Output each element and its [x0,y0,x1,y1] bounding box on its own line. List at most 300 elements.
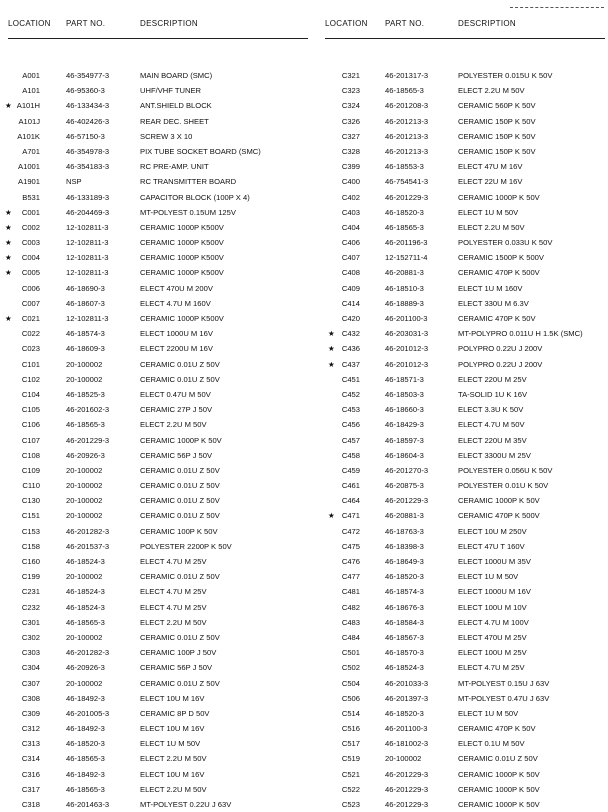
description-cell: RC PRE-AMP. UNIT [140,162,209,172]
part-no-cell: 46-18503-3 [385,389,424,399]
description-cell: ELECT 4.7U M 25V [140,557,207,566]
location-cell: A101K [17,131,40,141]
part-no-cell: 46-18565-3 [66,617,105,627]
part-no-cell: 12-102811-3 [66,222,109,232]
location-cell: C414 [341,298,360,308]
location-cell: C484 [341,632,360,642]
table-row [0,493,312,508]
location-cell: C452 [341,389,360,399]
location-cell: C301 [21,617,40,627]
description-cell: ELECT 4.7U M 25V [458,663,525,673]
parts-table-right [320,68,608,812]
description-cell: CERAMIC 0.01U Z 50V [140,632,220,642]
table-row [0,402,312,417]
table-row [0,311,312,326]
table-row [320,767,608,782]
part-no-cell: 46-201213-3 [385,146,429,156]
table-row [320,433,608,448]
description-cell: ELECT 1U M 50V [458,207,519,217]
part-no-cell: 46-18565-3 [66,754,105,764]
table-row [0,129,312,144]
part-no-cell: 46-18565-3 [385,222,424,232]
part-no-cell: 46-18565-3 [66,420,105,430]
part-no-cell: 46-201229-3 [66,435,110,445]
description-cell: ELECT 1U M 50V [140,739,201,749]
description-cell: CERAMIC 56P J 50V [140,663,213,673]
description-cell: CERAMIC 0.01U Z 50V [140,496,220,506]
part-no-cell: 20-100002 [66,632,103,642]
part-no-cell: 20-100002 [66,359,103,369]
table-row [320,782,608,797]
part-no-cell: 46-18520-3 [385,207,424,217]
description-cell: MT-POLYEST 0.22U J 63V [140,800,232,809]
table-row [320,402,608,417]
safety-star-icon: ★ [5,207,12,217]
location-cell: C321 [341,71,360,80]
table-row [320,205,608,220]
table-row [0,190,312,205]
description-cell: MT-POLYEST 0.15U J 63V [458,678,550,688]
location-cell: C314 [21,754,40,764]
location-cell: C317 [21,784,40,794]
description-cell: ELECT 22U M 16V [458,177,523,187]
table-row [320,630,608,645]
table-row [0,767,312,782]
part-no-cell: 46-201229-3 [385,784,429,794]
table-row [320,645,608,660]
location-cell: A701 [22,146,40,156]
location-cell: C457 [341,435,360,445]
location-cell: C323 [341,86,360,96]
part-no-cell: 20-100002 [66,572,103,582]
table-row [0,660,312,675]
location-cell: A001 [22,71,40,80]
part-no-cell: 46-354977-3 [66,71,110,80]
table-row [0,751,312,766]
part-no-cell: 46-18690-3 [66,283,105,293]
part-no-cell: 46-18584-3 [385,617,424,627]
table-row [0,524,312,539]
location-cell: C436 [341,344,360,354]
description-cell: REAR DEC. SHEET [140,116,209,126]
location-cell: C102 [21,374,40,384]
description-cell: ELECT 470U M 200V [140,283,213,293]
description-cell: POLYESTER 0.015U K 50V [458,71,553,80]
table-row [0,281,312,296]
location-cell: C160 [21,557,40,566]
part-no-cell: 46-18565-3 [385,86,424,96]
location-cell: C471 [341,511,360,521]
part-no-cell: 46-201100-3 [385,314,428,323]
part-no-cell: 46-201100-3 [385,724,428,734]
table-row [0,235,312,250]
description-cell: CERAMIC 470P K 500V [458,511,540,521]
table-row [320,676,608,691]
description-cell: POLYPRO 0.22U J 200V [458,344,543,354]
part-no-cell: 46-354978-3 [66,146,110,156]
table-row [0,691,312,706]
location-cell: C461 [341,481,360,491]
description-cell: SCREW 3 X 10 [140,131,193,141]
table-row [0,584,312,599]
table-row [0,554,312,569]
part-no-cell: 46-18510-3 [385,283,424,293]
table-row [320,463,608,478]
location-cell: C007 [21,298,40,308]
description-cell: POLYESTER 0.033U K 50V [458,238,553,248]
description-cell: POLYESTER 2200P K 50V [140,541,232,551]
description-cell: MT-POLYPRO 0.011U H 1.5K (SMC) [458,329,583,339]
location-cell: C302 [21,632,40,642]
top-right-dash-rule [510,7,604,8]
part-no-header: PART NO. [385,19,425,28]
description-cell: CERAMIC 1000P K500V [140,314,224,323]
table-row [0,630,312,645]
location-cell: C523 [341,800,360,809]
part-no-cell: 46-18524-3 [385,663,424,673]
description-cell: CERAMIC 1000P K 50V [458,496,540,506]
location-cell: C003 [21,238,40,248]
location-cell: C309 [21,708,40,718]
table-row [0,114,312,129]
location-cell: C402 [341,192,360,202]
table-row [0,144,312,159]
description-cell: ELECT 100U M 10V [458,602,527,612]
description-cell: ELECT 470U M 25V [458,632,527,642]
table-row [320,508,608,523]
description-cell: CERAMIC 150P K 50V [458,146,536,156]
location-cell: C327 [341,131,360,141]
part-no-cell: 46-18649-3 [385,557,424,566]
part-no-cell: 46-18609-3 [66,344,105,354]
safety-star-icon: ★ [328,344,335,354]
location-cell: C106 [21,420,40,430]
part-no-cell: 46-201397-3 [385,693,429,703]
part-no-cell: 46-18492-3 [66,769,105,779]
description-cell: CERAMIC 8P D 50V [140,708,210,718]
part-no-cell: 46-18520-3 [385,708,424,718]
part-no-cell: 46-20881-3 [385,511,424,521]
location-cell: C130 [21,496,40,506]
location-cell: C004 [21,253,40,263]
location-cell: C104 [21,389,40,399]
description-cell: CERAMIC 1000P K 50V [458,800,540,809]
location-cell: C483 [341,617,360,627]
table-row [320,448,608,463]
location-cell: A1901 [18,177,40,187]
location-cell: C326 [341,116,360,126]
location-cell: C522 [341,784,360,794]
part-no-cell: 46-20875-3 [385,481,424,491]
description-cell: ELECT 10U M 16V [140,769,205,779]
table-row [0,539,312,554]
location-cell: C456 [341,420,360,430]
location-cell: C407 [341,253,360,263]
description-cell: ELECT 4.7U M 160V [140,298,211,308]
location-cell: C110 [22,481,40,491]
location-cell: C403 [341,207,360,217]
table-row [320,326,608,341]
part-no-cell: 46-201317-3 [385,71,429,80]
location-cell: C105 [21,405,40,415]
location-cell: C451 [341,374,360,384]
table-row [320,144,608,159]
location-cell: C406 [341,238,360,248]
safety-star-icon: ★ [5,222,12,232]
description-cell: ELECT 4.7U M 25V [140,602,207,612]
description-cell: ELECT 1U M 160V [458,283,523,293]
table-row [320,584,608,599]
safety-star-icon: ★ [328,511,335,521]
part-no-cell: 46-201282-3 [66,526,110,536]
location-cell: C304 [21,663,40,673]
table-row [0,296,312,311]
location-cell: C458 [341,450,360,460]
description-cell: CERAMIC 27P J 50V [140,405,213,415]
location-cell: C022 [21,329,40,339]
part-no-cell: 46-18525-3 [66,389,105,399]
location-cell: C023 [21,344,40,354]
description-cell: ELECT 47U T 160V [458,541,525,551]
part-no-cell: 46-201213-3 [385,131,429,141]
part-no-cell: 46-201208-3 [385,101,429,111]
table-row [320,691,608,706]
part-no-cell: 46-18567-3 [385,632,424,642]
part-no-cell: 46-201033-3 [385,678,429,688]
table-row [0,265,312,280]
location-cell: C501 [341,648,360,658]
location-cell: C400 [341,177,360,187]
description-cell: ELECT 0.1U M 50V [458,739,525,749]
table-row [320,372,608,387]
table-row [0,782,312,797]
table-row [0,357,312,372]
part-no-cell: 46-402426-3 [66,116,110,126]
table-row [0,159,312,174]
description-cell: ELECT 2.2U M 50V [140,754,207,764]
part-no-cell: 46-20881-3 [385,268,424,278]
safety-star-icon: ★ [328,359,335,369]
part-no-cell: 20-100002 [66,511,103,521]
location-cell: C002 [21,222,40,232]
location-cell: C109 [21,465,40,475]
location-cell: C328 [341,146,360,156]
part-no-cell: 46-203031-3 [385,329,429,339]
part-no-cell: 46-18524-3 [66,602,105,612]
table-row [0,83,312,98]
table-row [320,265,608,280]
location-cell: C482 [341,602,360,612]
part-no-cell: 12-152711-4 [385,253,428,263]
part-no-cell: 46-201012-3 [385,359,429,369]
table-row [0,478,312,493]
description-cell: CERAMIC 0.01U Z 50V [140,359,220,369]
description-cell: ELECT 3300U M 25V [458,450,531,460]
table-row [0,508,312,523]
table-row [320,797,608,812]
description-header: DESCRIPTION [458,19,516,28]
part-no-cell: 46-201213-3 [385,116,429,126]
part-no-cell: 20-100002 [66,678,103,688]
table-row [320,736,608,751]
table-row [320,660,608,675]
location-cell: C472 [341,526,360,536]
safety-star-icon: ★ [5,253,12,263]
description-cell: CERAMIC 1000P K500V [140,222,224,232]
description-cell: CERAMIC 0.01U Z 50V [140,572,220,582]
part-no-cell: 46-18565-3 [66,784,105,794]
description-cell: MT-POLYEST 0.47U J 63V [458,693,550,703]
part-no-cell: 46-18524-3 [66,587,105,597]
description-cell: CERAMIC 100P J 50V [140,648,217,658]
description-cell: ELECT 2.2U M 50V [458,222,525,232]
location-cell: C453 [341,405,360,415]
table-row [0,250,312,265]
table-row [320,615,608,630]
table-row [0,68,312,83]
location-cell: C324 [341,101,360,111]
table-row [0,417,312,432]
part-no-cell: 46-201229-3 [385,496,429,506]
part-no-cell: 46-18429-3 [385,420,424,430]
table-row [320,600,608,615]
part-no-cell: 46-201463-3 [66,800,110,809]
part-no-cell: 46-754541-3 [385,177,429,187]
location-cell: C409 [341,283,360,293]
description-cell: ELECT 1000U M 16V [140,329,213,339]
table-row [320,417,608,432]
location-cell: C308 [21,693,40,703]
description-cell: UHF/VHF TUNER [140,86,202,96]
location-cell: C408 [341,268,360,278]
part-no-cell: 46-18607-3 [66,298,105,308]
part-no-cell: 46-18676-3 [385,602,424,612]
safety-star-icon: ★ [5,238,12,248]
location-cell: A101H [16,101,40,111]
part-no-cell: 46-20926-3 [66,450,105,460]
location-cell: C506 [341,693,360,703]
location-cell: C006 [21,283,40,293]
table-row [0,205,312,220]
table-row [320,493,608,508]
parts-table-left [0,68,312,812]
description-cell: MAIN BOARD (SMC) [140,71,213,80]
location-cell: C475 [341,541,360,551]
part-no-cell: 46-18574-3 [66,329,105,339]
table-row [0,721,312,736]
part-no-cell: 46-201196-3 [385,238,428,248]
part-no-cell: 46-18571-3 [385,374,424,384]
description-cell: POLYESTER 0.01U K 50V [458,481,549,491]
location-cell: C464 [341,496,360,506]
table-row [0,341,312,356]
description-cell: POLYPRO 0.22U J 200V [458,359,543,369]
description-cell: MT-POLYEST 0.15UM 125V [140,207,236,217]
part-no-cell: 46-20926-3 [66,663,105,673]
description-cell: CERAMIC 1500P K 500V [458,253,544,263]
part-no-cell: 20-100002 [385,754,422,764]
part-no-cell: 46-18492-3 [66,693,105,703]
table-row [320,539,608,554]
table-row [0,569,312,584]
table-row [0,676,312,691]
description-cell: ELECT 10U M 16V [140,693,205,703]
location-cell: C001 [21,207,40,217]
table-row [0,174,312,189]
part-no-cell: 46-201270-3 [385,465,429,475]
table-row [0,600,312,615]
part-no-cell: 20-100002 [66,465,103,475]
part-no-cell: 46-18524-3 [66,557,105,566]
location-cell: C521 [341,769,360,779]
location-cell: C316 [21,769,40,779]
part-no-cell: 46-133434-3 [66,101,110,111]
table-row [0,372,312,387]
location-cell: C437 [341,359,360,369]
description-cell: CERAMIC 1000P K 50V [458,784,540,794]
part-no-cell: 46-18604-3 [385,450,424,460]
table-row [320,129,608,144]
description-cell: ELECT 220U M 25V [458,374,527,384]
location-cell: C502 [341,663,360,673]
description-cell: ELECT 0.47U M 50V [140,389,211,399]
part-no-cell: 12-102811-3 [66,238,109,248]
location-cell: B531 [22,192,40,202]
part-no-cell: 20-100002 [66,496,103,506]
description-cell: PIX TUBE SOCKET BOARD (SMC) [140,146,261,156]
location-cell: C476 [341,557,360,566]
location-cell: C481 [341,587,360,597]
table-row [0,433,312,448]
description-cell: ELECT 1000U M 16V [458,587,531,597]
location-cell: A101J [18,116,40,126]
location-cell: C313 [21,739,40,749]
location-cell: C153 [21,526,40,536]
part-no-cell: 46-18660-3 [385,405,424,415]
table-row [320,68,608,83]
table-row [320,341,608,356]
part-no-cell: 46-201229-3 [385,769,429,779]
description-cell: CERAMIC 0.01U Z 50V [140,481,220,491]
description-cell: ELECT 4.7U M 25V [140,587,207,597]
part-no-cell: 46-18553-3 [385,162,424,172]
table-row [320,235,608,250]
description-cell: CERAMIC 150P K 50V [458,131,536,141]
description-cell: CERAMIC 1000P K500V [140,268,224,278]
location-cell: C519 [341,754,360,764]
location-cell: C158 [21,541,40,551]
description-cell: CERAMIC 56P J 50V [140,450,213,460]
part-no-cell: 46-18398-3 [385,541,424,551]
part-no-cell: 12-102811-3 [66,253,109,263]
description-cell: ELECT 2200U M 16V [140,344,213,354]
part-no-cell: 46-201282-3 [66,648,110,658]
location-cell: C318 [21,800,40,809]
table-row [320,478,608,493]
location-header: LOCATION [325,19,368,28]
part-no-cell: 46-181002-3 [385,739,429,749]
description-cell: CERAMIC 1000P K500V [140,253,224,263]
description-header: DESCRIPTION [140,19,198,28]
description-cell: ELECT 47U M 16V [458,162,523,172]
location-cell: C199 [21,572,40,582]
description-cell: ELECT 2.2U M 50V [140,617,207,627]
table-row [0,220,312,235]
part-no-cell: 46-201012-3 [385,344,429,354]
description-cell: ELECT 3.3U K 50V [458,405,524,415]
table-row [320,751,608,766]
description-cell: CERAMIC 0.01U Z 50V [140,374,220,384]
